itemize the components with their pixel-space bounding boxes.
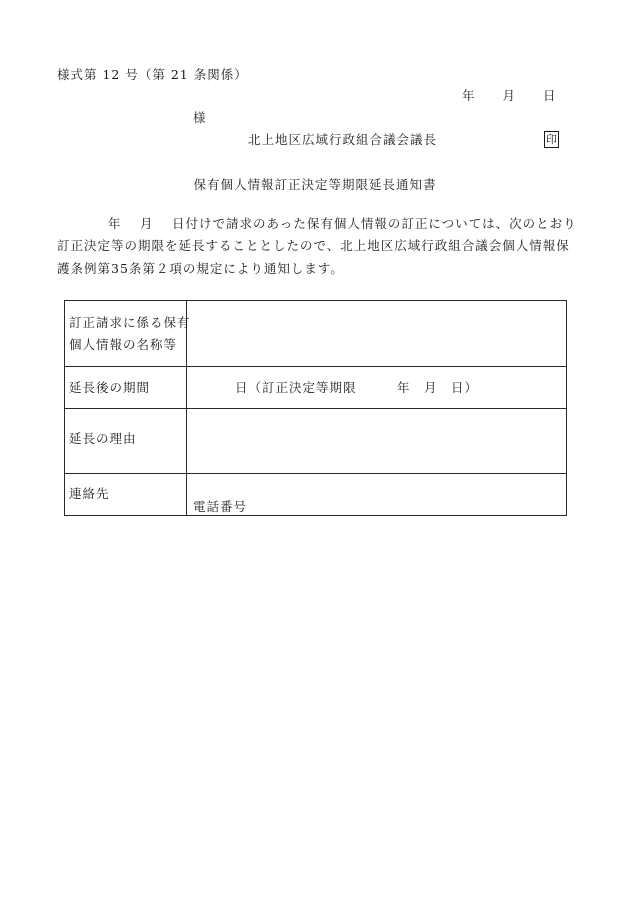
record-name-field [187,301,566,366]
details-table [64,300,567,516]
phone-number-label: 電話番号 [193,499,248,514]
table-row-record-name [65,301,566,366]
contact-field [187,474,566,515]
addressee-suffix: 様 [193,110,207,125]
row-label-cell [65,474,187,515]
row-label-cell [65,409,187,473]
extension-reason-field [187,409,566,473]
date-line: 年 月 日 [462,88,557,103]
sender-title: 北上地区広域行政組合議会議長 [248,132,438,147]
row-label: 延長後の期間 [69,380,151,395]
table-row-extension-reason [65,408,566,473]
row-label: 連絡先 [69,486,110,501]
body-text-line: 訂正決定等の期限を延長することとしたので、北上地区広域行政組合議会個人情報保 [57,238,570,253]
row-label: 個人情報の名称等 [69,337,178,352]
extended-period-field [187,367,566,408]
extended-period-value: 日（訂正決定等期限 年 月 日） [235,380,479,395]
form-number: 様式第 12 号（第 21 条関係） [57,67,248,82]
document-title: 保有個人情報訂正決定等期限延長通知書 [193,177,437,192]
body-text-line: 年 月 日付けで請求のあった保有個人情報の訂正については、次のとおり [108,216,577,231]
table-row-contact [65,473,566,515]
body-text-line: 護条例第35条第２項の規定により通知します。 [57,261,344,276]
seal-stamp-icon: 印 [546,133,557,146]
table-row-extended-period [65,366,566,408]
row-label: 延長の理由 [69,431,137,446]
row-label: 訂正請求に係る保有 [69,315,191,330]
row-label-cell [65,367,187,408]
row-label-cell [65,301,191,366]
